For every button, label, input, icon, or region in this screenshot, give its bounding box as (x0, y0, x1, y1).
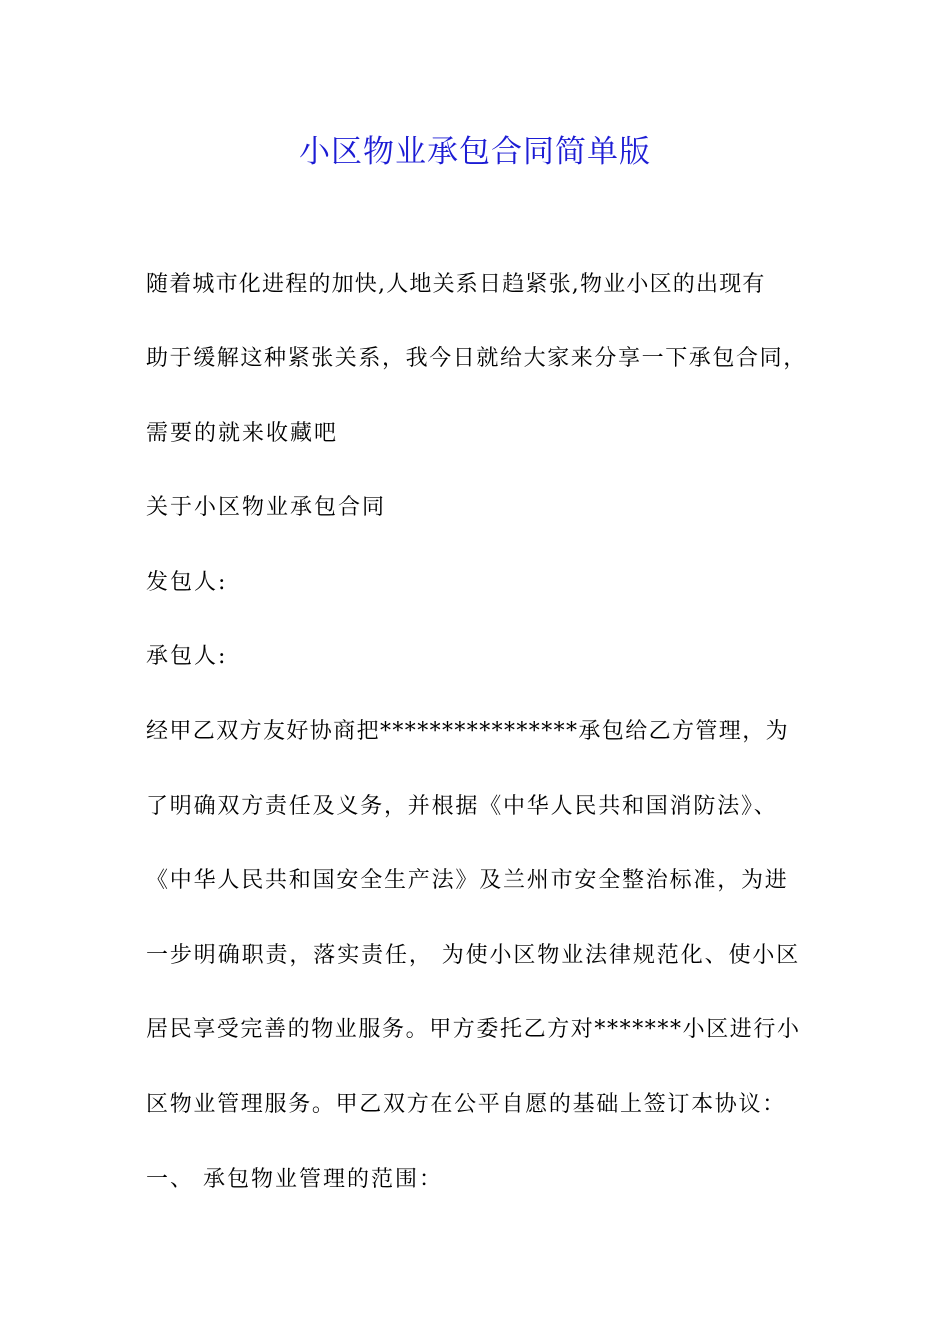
paragraph-line: 经甲乙双方友好协商把****************承包给乙方管理，为 (146, 719, 790, 744)
paragraph-line: 区物业管理服务。甲乙双方在公平自愿的基础上签订本协议： (146, 1092, 786, 1117)
section-heading: 关于小区物业承包合同 (146, 495, 387, 520)
paragraph-line: 了明确双方责任及义务，并根据《中华人民共和国消防法》、 (146, 794, 778, 819)
paragraph-line: 一步明确职责，落实责任， 为使小区物业法律规范化、使小区 (146, 943, 801, 968)
contractor-label: 承包人: (146, 644, 228, 669)
paragraph-line: 随着城市化进程的加快,人地关系日趋紧张,物业小区的出现有 (146, 272, 766, 297)
clause-heading: 一、 承包物业管理的范围： (146, 1167, 443, 1192)
employer-label: 发包人: (146, 570, 228, 595)
paragraph-line: 需要的就来收藏吧 (146, 421, 339, 446)
document-title: 小区物业承包合同简单版 (299, 134, 651, 170)
paragraph-line: 助于缓解这种紧张关系，我今日就给大家来分享一下承包合同， (146, 346, 807, 371)
paragraph-line: 居民享受完善的物业服务。甲方委托乙方对*******小区进行小 (146, 1017, 801, 1042)
paragraph-line: 《中华人民共和国安全生产法》及兰州市安全整治标准，为进 (146, 868, 789, 893)
